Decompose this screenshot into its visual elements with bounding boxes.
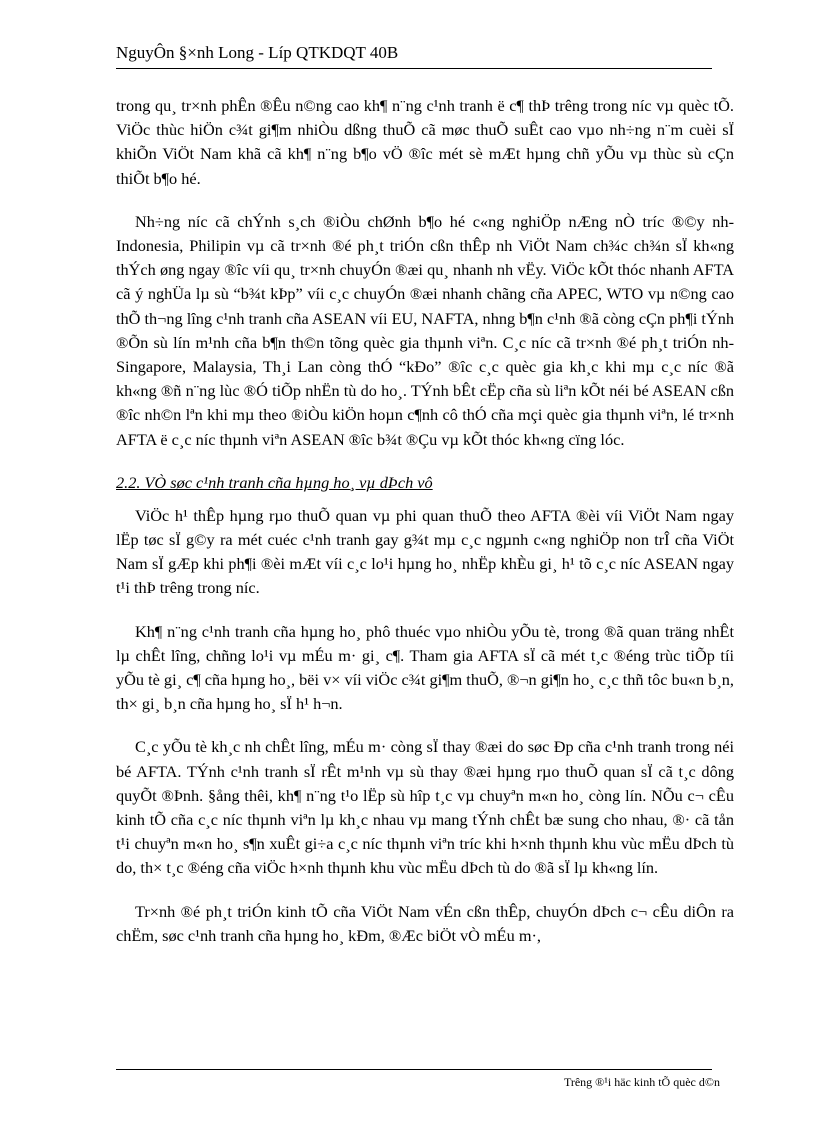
- body-paragraph: trong qu¸ tr×nh phÊn ®Êu n©ng cao kh¶ n¨ng c¹nh tranh ë c¶ thÞ trêng trong níc vµ quèc tÕ. ViÖc thùc hiÖn c¾t gi¶m nhiÒu dßng thuÕ cã møc thuÕ suÊt cao vµo nh÷ng n¨m cuèi sÏ khiÕn ViÖt Nam khã cã kh¶ n¨ng b¶o vÖ ®îc mét sè mÆt hµng chñ yÕu vµ thùc sù cÇn thiÕt b¶o hé.: [116, 96, 734, 188]
- body-paragraph: Tr×nh ®é ph¸t triÓn kinh tÕ cña ViÖt Nam vÉn cßn thÊp, chuyÓn dÞch c¬ cÊu diÔn ra chËm, søc c¹nh tranh cña hµng ho¸ kÐm, ®Æc biÖt vÒ mÉu m·,: [116, 901, 734, 945]
- body-paragraph: Nh÷ng níc cã chÝnh s¸ch ®iÒu chØnh b¶o hé c«ng nghiÖp nÆng nÒ tríc ®©y nh Indonesia, Philipin vµ cã tr×nh ®é ph¸t triÓn cßn thÊp nh ViÖt Nam ch¾c ch¾n sÏ kh«ng thÝch øng ngay ®îc víi qu¸ tr×nh chuyÓn ®æi qu¸ nhanh nh vËy. ViÖc kÕt thóc nhanh AFTA cã ý nghÜa lµ sù “b¾t kÞp” víi c¸c chuyÓn ®æi nhanh chãng cña APEC, WTO vµ n©ng cao thÕ th¬ng lîng c¹nh tranh cña ASEAN víi EU, NAFTA, nhng b¶n c¹nh ®ã còng cÇn ph¶i tÝnh ®Õn sù lín m¹nh cña b¶n th©n tõng quèc gia thµnh viªn. C¸c níc cã tr×nh ®é ph¸t triÓn nh Singapore, Malaysia, Th¸i Lan còng thÓ “kÐo” ®îc c¸c quèc gia kh¸c khi mµ c¸c níc ®ã kh«ng ®ñ n¨ng lùc ®Ó tiÕp nhËn tù do ho¸. TÝnh bÊt cËp cña sù liªn kÕt néi bé ASEAN cßn ®îc nh©n lªn khi mµ theo ®iÒu kiÖn hoµn c¶nh cô thÓ cña mçi quèc gia thµnh viªn, lé tr×nh AFTA ë c¸c níc thµnh viªn ASEAN ®îc b¾t ®Çu vµ kÕt thóc kh«ng cïng lóc.: [116, 211, 734, 449]
- page-footer: Trêng ®¹i häc kinh tÕ quèc d©n: [563, 1075, 720, 1089]
- footer-divider: [116, 1069, 712, 1070]
- body-paragraph: Kh¶ n¨ng c¹nh tranh cña hµng ho¸ phô thuéc vµo nhiÒu yÕu tè, trong ®ã quan träng nhÊt lµ chÊt lîng, chñng lo¹i vµ mÉu m· gi¸ c¶. Tham gia AFTA sÏ cã mét t¸c ®éng trùc tiÕp tíi yÕu tè gi¸ c¶ cña hµng ho¸, bëi v× víi viÖc c¾t gi¶m thuÕ, ®¬n gi¶n ho¸ c¸c thñ tôc bu«n b¸n, th× gi¸ b¸n cña hµng ho¸ sÏ h¹ h¬n.: [116, 621, 734, 714]
- section-heading: 2.2. VÒ søc c¹nh tranh cña hµng ho¸ vµ dÞch vô: [116, 472, 433, 492]
- body-paragraph: ViÖc h¹ thÊp hµng rµo thuÕ quan vµ phi quan thuÕ theo AFTA ®èi víi ViÖt Nam ngay lËp tøc sÏ g©y ra mét cuéc c¹nh tranh gay g¾t mµ c¸c ngµnh c«ng nghiÖp non trÎ cña ViÖt Nam sÏ gÆp khi ph¶i ®èi mÆt víi c¸c lo¹i hµng ho¸ nhËp khÈu gi¸ h¹ tõ c¸c níc ASEAN ngay t¹i thÞ trêng trong níc.: [116, 505, 734, 598]
- body-paragraph: C¸c yÕu tè kh¸c nh chÊt lîng, mÉu m· còng sÏ thay ®æi do søc Ðp cña c¹nh tranh trong néi bé AFTA. TÝnh c¹nh tranh sÏ rÊt m¹nh vµ sù thay ®æi hµng rµo thuÕ quan sÏ cã t¸c dông quyÕt ®Þnh. §ång thêi, kh¶ n¨ng t¹o lËp sù hîp t¸c vµ chuyªn m«n ho¸ còng lín. NÕu c¬ cÊu kinh tÕ cña c¸c níc thµnh viªn lµ kh¸c nhau vµ mang tÝnh chÊt bæ sung cho nhau, ®· cã tån t¹i chuyªn m«n ho¸ s¶n xuÊt gi÷a c¸c níc thµnh viªn tríc khi h×nh thµnh khu vùc mËu dÞch tù do, th× t¸c ®éng cña viÖc h×nh thµnh khu vùc mËu dÞch tù do ®ã sÏ lµ kh«ng lín.: [116, 737, 734, 878]
- header-divider: [116, 68, 712, 69]
- page-body: [116, 94, 734, 967]
- page-header: NguyÔn §×nh Long - Líp QTKDQT 40B: [116, 43, 399, 62]
